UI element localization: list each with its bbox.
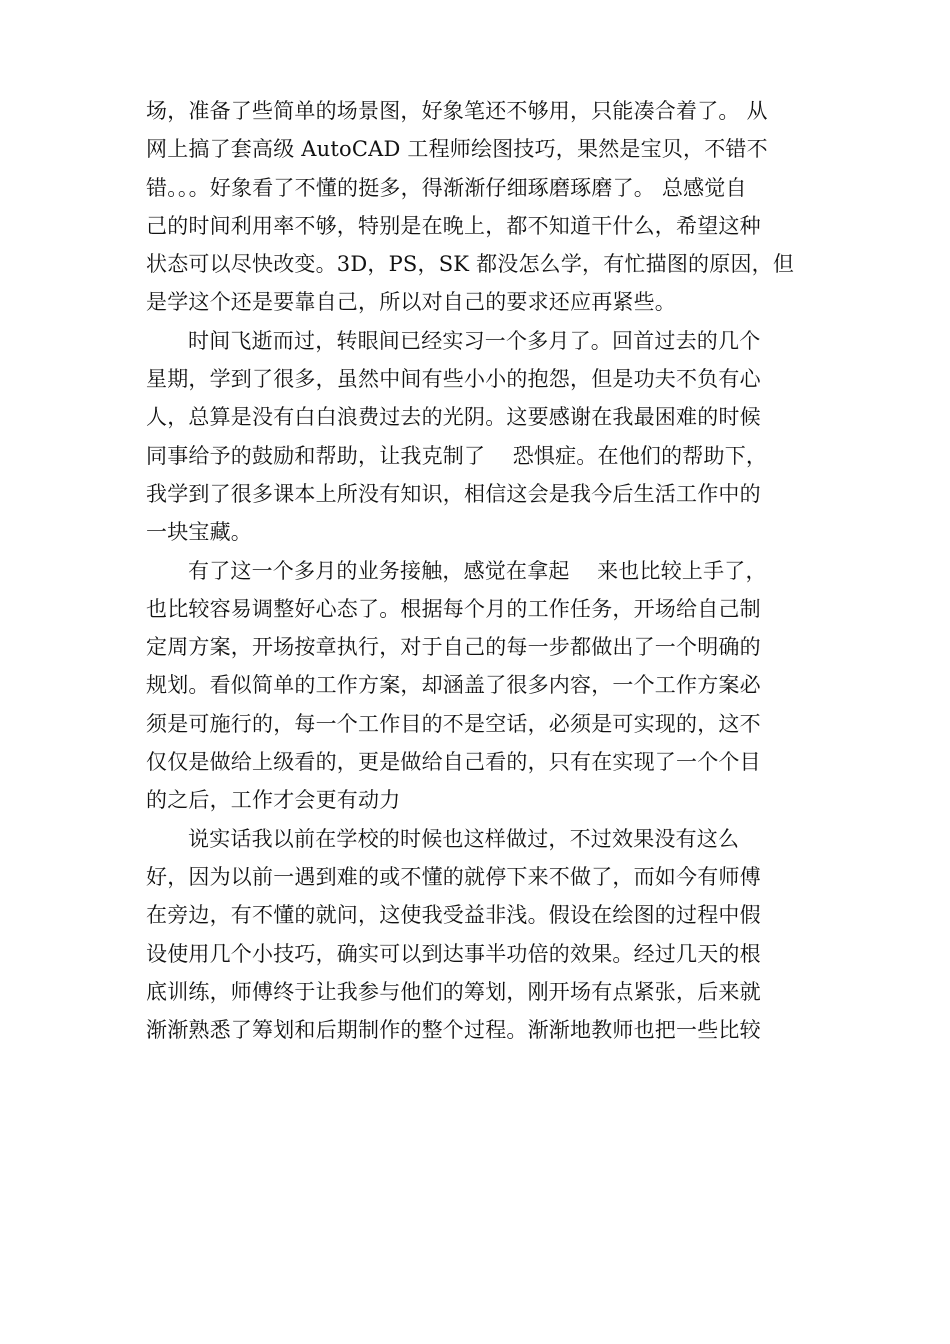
text-line: 好，因为以前一遇到难的或不懂的就停下来不做了，而如今有师傅 — [146, 864, 761, 889]
text-line: 渐渐熟悉了筹划和后期制作的整个过程。渐渐地教师也把一些比较 — [146, 1018, 761, 1043]
text-line: 网上搞了套高级 AutoCAD 工程师绘图技巧，果然是宝贝，不错不 — [146, 137, 768, 162]
paragraph-2 — [146, 322, 810, 552]
paragraph-3 — [146, 552, 810, 820]
paragraph-4 — [146, 820, 810, 1050]
text-line: 状态可以尽快改变。3D，PS，SK 都没怎么学，有忙描图的原因，但 — [146, 252, 795, 277]
text-line: 规划。看似简单的工作方案，却涵盖了很多内容，一个工作方案必 — [146, 673, 761, 698]
text-line: 须是可施行的，每一个工作目的不是空话，必须是可实现的，这不 — [146, 711, 761, 736]
text-line: 我学到了很多课本上所没有知识，相信这会是我今后生活工作中的 — [146, 481, 761, 506]
text-line: 也比较容易调整好心态了。根据每个月的工作任务，开场给自己制 — [146, 596, 761, 621]
text-line: 定周方案，开场按章执行，对于自己的每一步都做出了一个明确的 — [146, 635, 761, 660]
text-line: 星期，学到了很多，虽然中间有些小小的抱怨，但是功夫不负有心 — [146, 367, 761, 392]
text-line: 错。。。好象看了不懂的挺多，得渐渐仔细琢磨琢磨了。 总感觉自 — [146, 175, 747, 200]
text-line: 底训练，师傅终于让我参与他们的筹划，刚开场有点紧张，后来就 — [146, 979, 761, 1004]
text-line: 设使用几个小技巧，确实可以到达事半功倍的效果。经过几天的根 — [146, 941, 761, 966]
text-line: 场，准备了些简单的场景图，好象笔还不够用，只能凑合着了。 从 — [146, 99, 768, 123]
text-line: 的之后，工作才会更有动力 — [146, 788, 401, 813]
paragraph-1 — [146, 92, 810, 322]
text-line: 同事给予的鼓励和帮助，让我克制了 恐惧症。在他们的帮助下， — [146, 443, 768, 468]
text-line: 一块宝藏。 — [146, 520, 252, 545]
text-line: 有了这一个多月的业务接触，感觉在拿起 来也比较上手了， — [188, 558, 767, 583]
text-line: 时间飞逝而过，转眼间已经实习一个多月了。回首过去的几个 — [188, 328, 761, 353]
text-line: 在旁边，有不懂的就问，这使我受益非浅。假设在绘图的过程中假 — [146, 903, 761, 928]
document-body — [146, 92, 810, 1049]
text-line: 仅仅是做给上级看的，更是做给自己看的，只有在实现了一个个目 — [146, 750, 761, 775]
text-line: 是学这个还是要靠自己，所以对自己的要求还应再紧些。 — [146, 290, 676, 315]
text-line: 说实话我以前在学校的时候也这样做过，不过效果没有这么 — [188, 826, 740, 851]
text-line: 人，总算是没有白白浪费过去的光阴。这要感谢在我最困难的时候 — [146, 405, 761, 430]
text-line: 己的时间利用率不够，特别是在晚上，都不知道干什么，希望这种 — [146, 213, 761, 238]
